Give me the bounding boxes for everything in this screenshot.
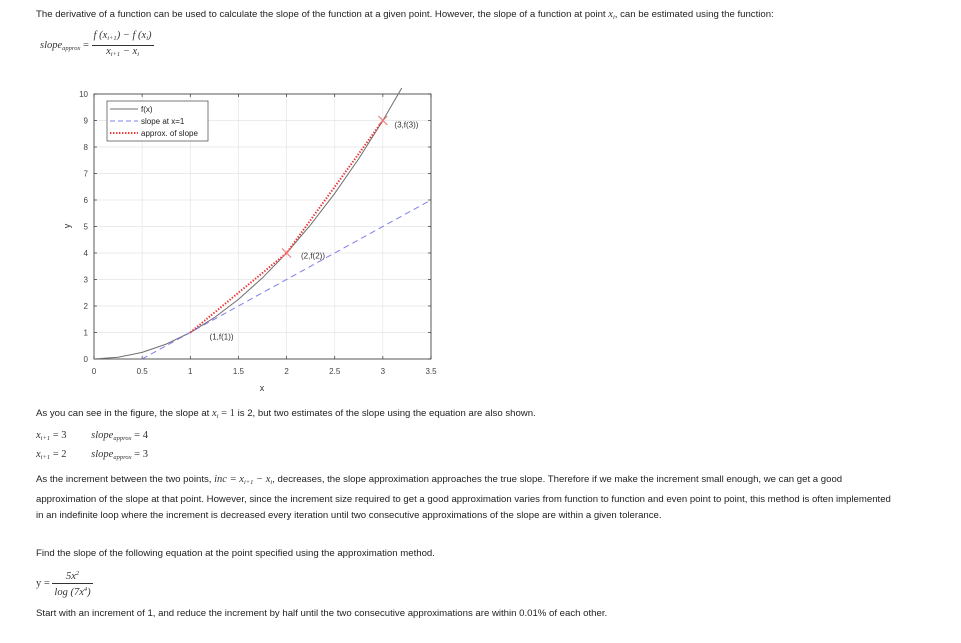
estimate-1-x: $x_{i+1} = 3$ [36, 430, 67, 442]
y-tick-label: 8 [83, 143, 88, 152]
paragraph-2 [36, 472, 896, 525]
paragraph-1 [36, 406, 536, 425]
paragraph-1-equation: $x_i = 1$ [212, 408, 235, 420]
paragraph-4: Start with an increment of 1, and reduce the increment by half until the two consecutive approximations are within 0.01% of each other. [36, 608, 608, 619]
x-tick-label: 3 [380, 367, 386, 376]
estimate-1-slope: slope$_{approx}$ = 4 [91, 430, 148, 442]
x-tick-label: 0.5 [136, 367, 148, 376]
x-tick-label: 1.5 [232, 367, 244, 376]
estimate-2-slope: slope$_{approx}$ = 3 [91, 449, 148, 461]
x-axis-label: x [259, 383, 265, 393]
y-tick-label: 3 [83, 275, 88, 285]
equation-y-numerator: $5x^2$ [52, 568, 92, 584]
y-tick-label: 5 [83, 222, 88, 232]
estimate-2-x: $x_{i+1} = 2$ [36, 449, 67, 461]
formula-denominator: $x_{i+1} - x_i$ [106, 46, 139, 58]
point-annotation: (2,f(2)) [301, 251, 326, 261]
formula-lhs: slope$_{approx}$ [40, 39, 81, 52]
y-tick-label: 7 [83, 169, 88, 179]
paragraph-2-before: As the increment between the two points, [36, 474, 212, 485]
y-tick-label: 6 [83, 196, 88, 205]
legend-label: f(x) [141, 105, 153, 114]
x-tick-label: 0 [91, 367, 97, 376]
paragraph-3: Find the slope of the following equation at the point specified using the approximation method. [36, 548, 435, 559]
y-tick-label: 1 [83, 328, 88, 338]
intro-text-before: The derivative of a function can be used to calculate the slope of the function at a given point. However, the slope of a function at point [36, 9, 606, 20]
y-axis-label: y [62, 223, 72, 229]
x-tick-label: 2.5 [329, 367, 341, 376]
formula-numerator: f $(x_{i+1}) - f$ $(x_i)$ [92, 30, 154, 46]
intro-text: The derivative of a function can be used to calculate the slope of the function at a given point. However, the slope of a function at point $x_i$, can be estimated using the function: [36, 9, 774, 21]
estimate-row-2 [36, 447, 148, 466]
x-tick-label: 2 [284, 367, 289, 376]
equation-y-fraction [52, 568, 92, 599]
x-tick-label: 1 [188, 367, 193, 376]
point-annotation: (3,f(3)) [394, 120, 419, 130]
equation-y-lhs: y = [36, 577, 50, 589]
y-tick-label: 9 [83, 116, 88, 126]
x-tick-label: 3.5 [425, 367, 437, 376]
legend-label: slope at x=1 [141, 117, 185, 126]
point-annotation: (1,f(1)) [209, 332, 234, 342]
y-tick-label: 2 [83, 302, 88, 311]
formula-equals: = [82, 39, 89, 51]
paragraph-1-after: is 2, but two estimates of the slope using the equation are also shown. [237, 408, 536, 419]
paragraph-2-after: , decreases, the slope approximation approaches the true slope. Therefore if we make the increment small enough, we can get a good approximation of the slope at that point. However, since the increment size required to get a good approximation varies from function to function and even point to point, this method is often implemented in an indefinite loop where the increment is decreased every iteration until two consecutive approximations of the slope are within a given tolerance. [36, 474, 891, 521]
legend-label: approx. of slope [141, 129, 198, 138]
equation-y [36, 568, 93, 599]
paragraph-1-before: As you can see in the figure, the slope at [36, 408, 210, 419]
chart-legend [107, 101, 208, 141]
equation-y-denominator: $\log (7x^4)$ [54, 586, 91, 598]
increment-equation: inc = $x_{i+1} - x_i$ [214, 474, 273, 486]
estimate-row-1 [36, 428, 148, 447]
intro-var: $x_i$ [608, 9, 615, 21]
intro-text-after: can be estimated using the function: [620, 9, 774, 20]
y-tick-label: 4 [83, 249, 88, 258]
chart-annotations [210, 120, 419, 341]
y-tick-label: 10 [79, 90, 88, 99]
y-tick-label: 0 [83, 355, 88, 364]
